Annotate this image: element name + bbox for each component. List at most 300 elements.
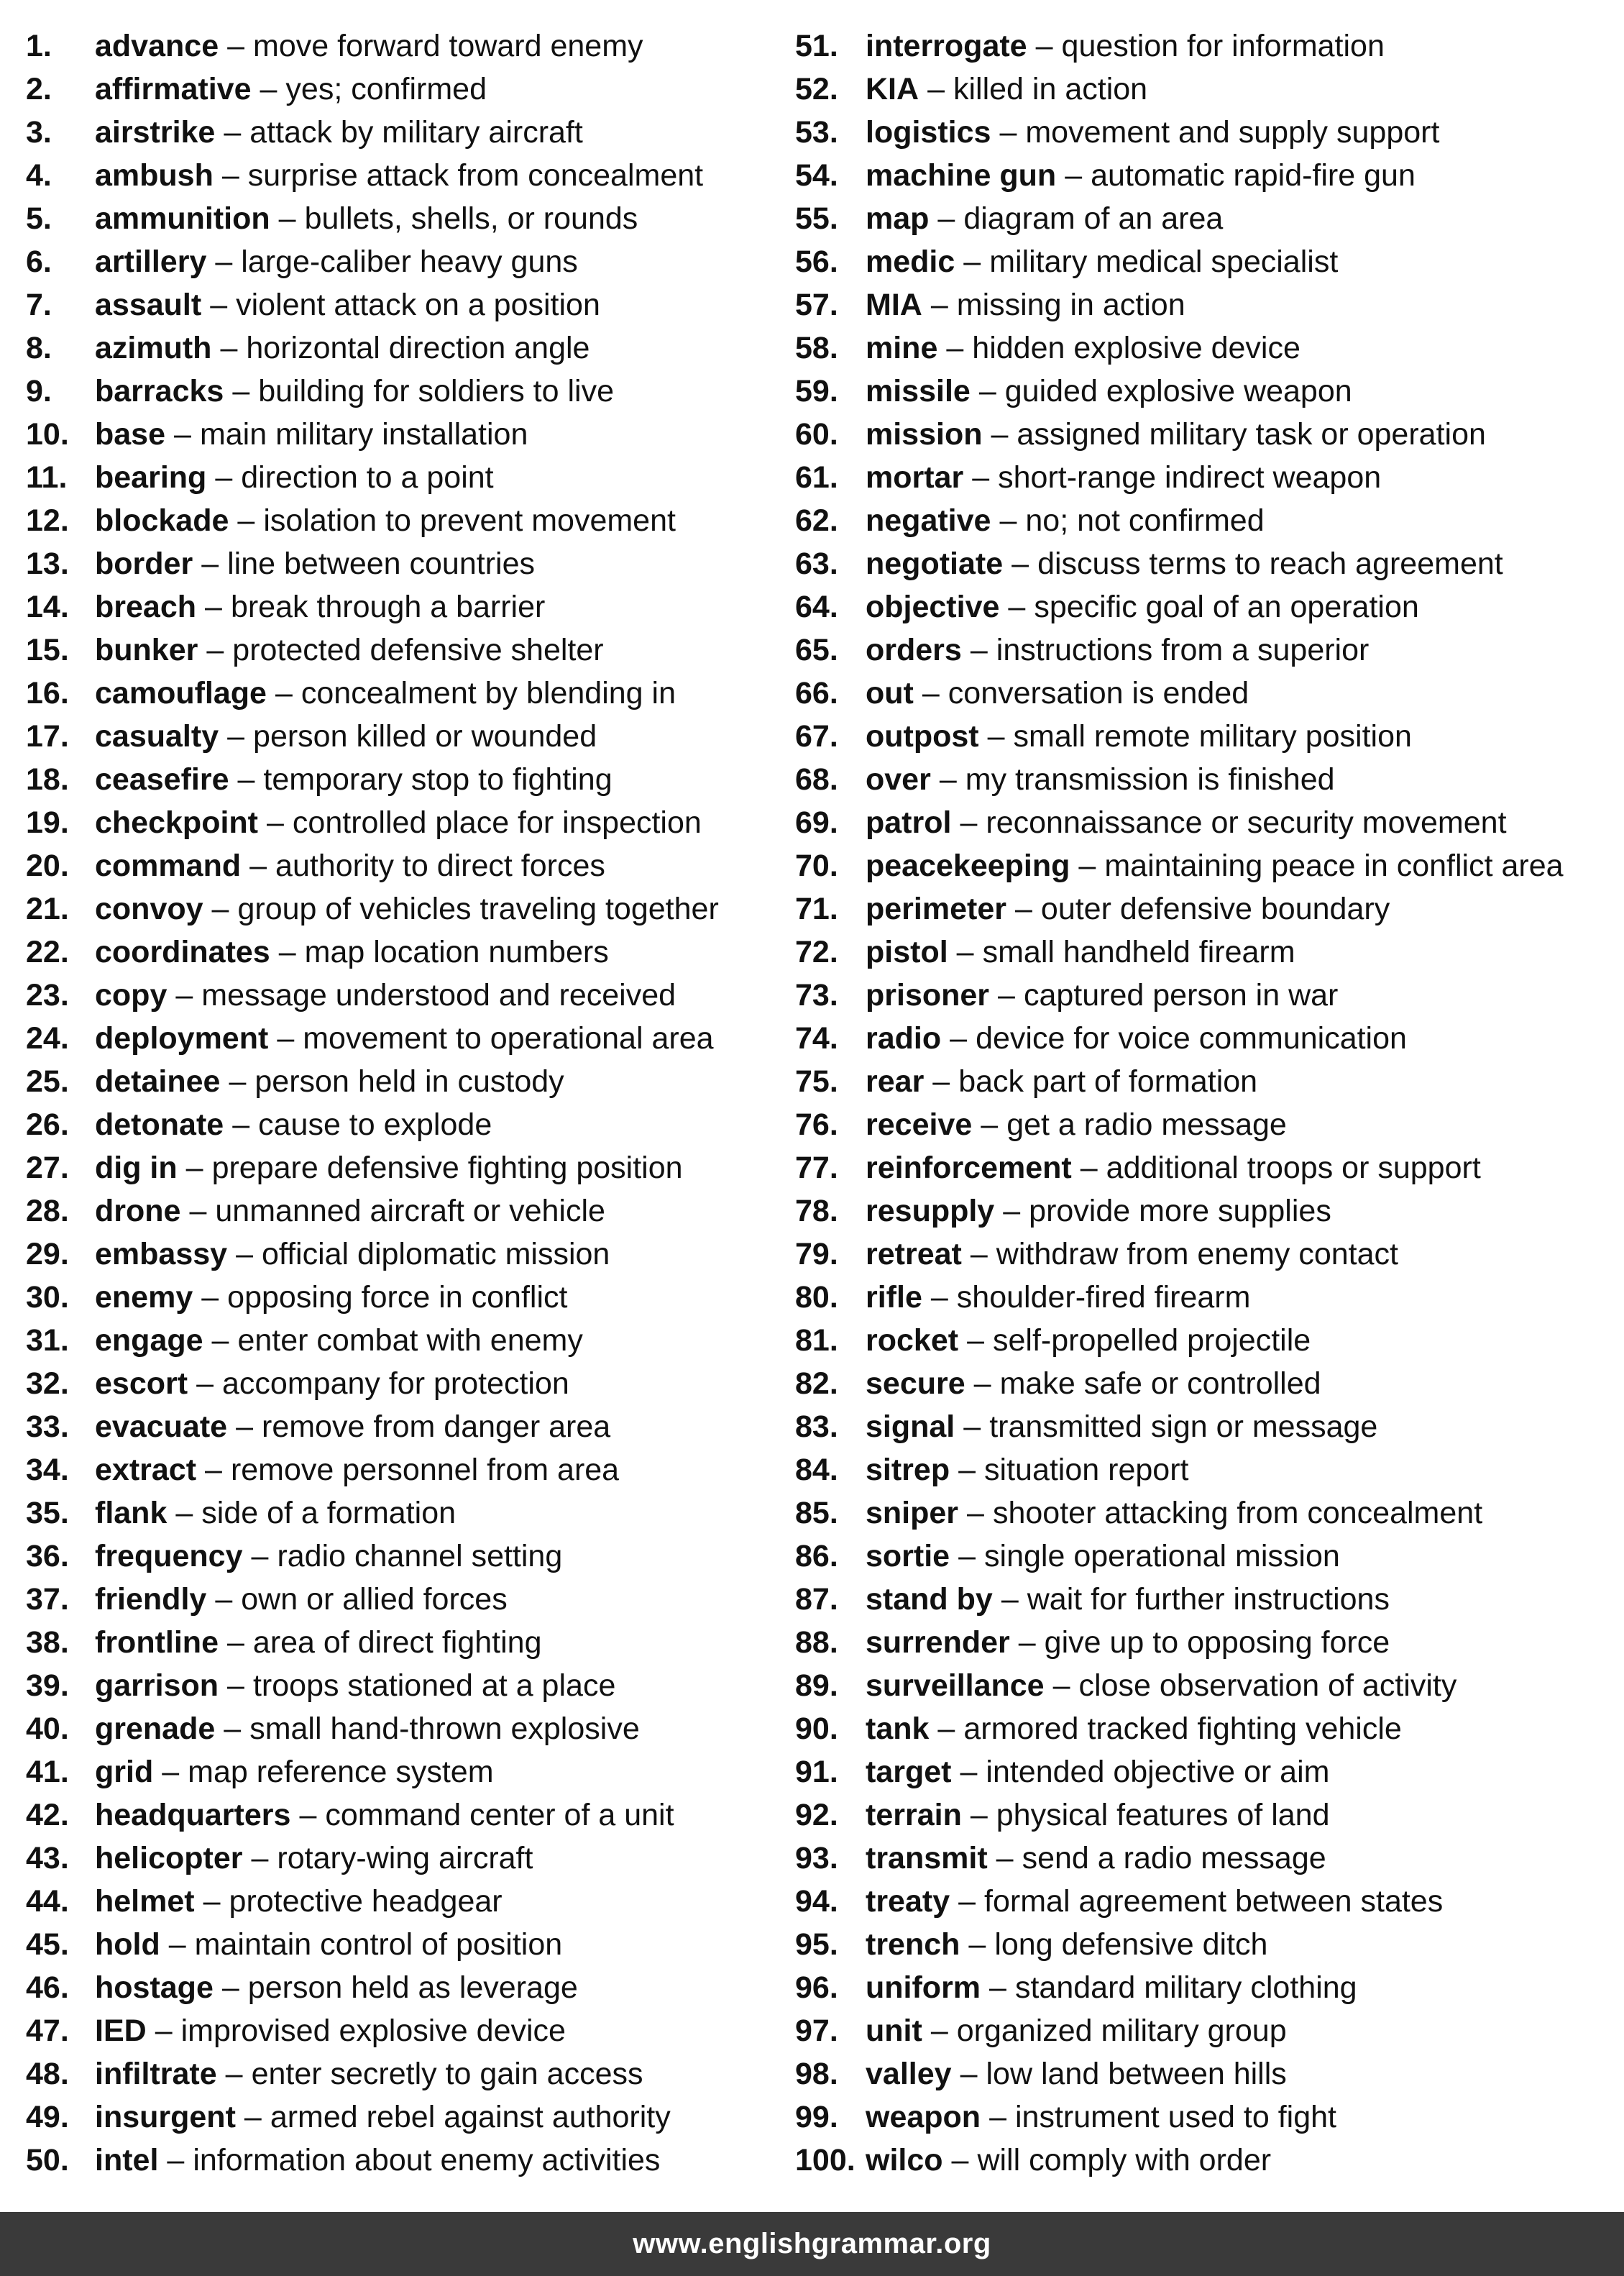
item-number: 83.: [795, 1409, 838, 1444]
list-item: [26, 1276, 788, 1319]
item-number: 32.: [26, 1366, 69, 1401]
list-item: [795, 758, 1622, 801]
item-separator: –: [278, 935, 296, 969]
list-item: [795, 1319, 1622, 1362]
item-definition: radio channel setting: [277, 1539, 563, 1573]
list-item: [26, 801, 788, 844]
list-item: [26, 1578, 788, 1621]
item-separator: –: [972, 460, 990, 495]
item-term: bearing: [95, 460, 207, 495]
item-number: 54.: [795, 158, 838, 193]
list-item: [795, 1707, 1622, 1750]
list-item: [795, 499, 1622, 542]
item-definition: cause to explode: [258, 1107, 492, 1142]
item-definition: isolation to prevent movement: [263, 503, 676, 538]
item-number: 77.: [795, 1151, 838, 1185]
item-term: objective: [866, 590, 1000, 624]
item-definition: formal agreement between states: [984, 1884, 1444, 1919]
list-item: [795, 1405, 1622, 1448]
item-term: missile: [866, 374, 971, 408]
item-definition: move forward toward enemy: [253, 29, 643, 63]
item-number: 74.: [795, 1021, 838, 1056]
item-number: 39.: [26, 1668, 69, 1703]
item-term: hostage: [95, 1970, 214, 2005]
list-item: [795, 2052, 1622, 2096]
item-term: advance: [95, 29, 219, 63]
list-item: [26, 499, 788, 542]
item-term: detonate: [95, 1107, 224, 1142]
item-definition: shooter attacking from concealment: [992, 1496, 1483, 1530]
item-number: 22.: [26, 935, 69, 969]
item-separator: –: [1014, 892, 1032, 926]
item-number: 72.: [795, 935, 838, 969]
item-term: engage: [95, 1323, 203, 1358]
list-item: [795, 1233, 1622, 1276]
item-term: enemy: [95, 1280, 193, 1315]
item-definition: improvised explosive device: [180, 2014, 566, 2048]
list-item: [795, 111, 1622, 154]
item-definition: rotary-wing aircraft: [277, 1841, 533, 1875]
item-separator: –: [937, 1711, 955, 1746]
item-definition: armed rebel against authority: [270, 2100, 671, 2134]
item-definition: outer defensive boundary: [1040, 892, 1390, 926]
item-term: negotiate: [866, 547, 1004, 581]
item-separator: –: [956, 935, 974, 969]
item-term: surrender: [866, 1625, 1010, 1660]
item-term: ceasefire: [95, 762, 229, 797]
list-item: [26, 1319, 788, 1362]
item-definition: additional troops or support: [1106, 1151, 1481, 1185]
item-definition: specific goal of an operation: [1034, 590, 1419, 624]
item-term: rear: [866, 1064, 925, 1099]
item-term: perimeter: [866, 892, 1006, 926]
item-number: 31.: [26, 1323, 69, 1358]
item-definition: yes; confirmed: [285, 72, 487, 106]
list-item: [795, 672, 1622, 715]
item-number: 91.: [795, 1755, 838, 1789]
item-separator: –: [922, 676, 940, 710]
item-separator: –: [224, 115, 242, 150]
item-separator: –: [196, 1366, 214, 1401]
item-definition: no; not confirmed: [1025, 503, 1265, 538]
item-number: 94.: [795, 1884, 838, 1919]
item-separator: –: [206, 633, 224, 667]
item-term: dig in: [95, 1151, 178, 1185]
item-term: target: [866, 1755, 952, 1789]
item-number: 14.: [26, 590, 69, 624]
item-number: 51.: [795, 29, 838, 63]
item-number: 25.: [26, 1064, 69, 1099]
item-number: 24.: [26, 1021, 69, 1056]
item-term: logistics: [866, 115, 991, 150]
item-separator: –: [946, 331, 964, 365]
item-number: 35.: [26, 1496, 69, 1530]
item-separator: –: [963, 1409, 981, 1444]
item-separator: –: [1078, 849, 1096, 883]
item-separator: –: [937, 201, 955, 236]
item-term: treaty: [866, 1884, 950, 1919]
list-item: [26, 456, 788, 499]
item-number: 36.: [26, 1539, 69, 1573]
item-term: grid: [95, 1755, 154, 1789]
list-item: [795, 1966, 1622, 2009]
item-separator: –: [989, 2100, 1006, 2134]
list-item: [26, 585, 788, 629]
item-number: 5.: [26, 201, 52, 236]
item-definition: remove personnel from area: [230, 1453, 620, 1487]
item-definition: missing in action: [956, 288, 1185, 322]
item-number: 42.: [26, 1798, 69, 1832]
item-separator: –: [227, 719, 245, 754]
item-separator: –: [236, 1409, 253, 1444]
item-separator: –: [991, 417, 1009, 452]
list-item: [26, 2096, 788, 2139]
item-term: escort: [95, 1366, 188, 1401]
item-separator: –: [211, 892, 229, 926]
item-term: intel: [95, 2143, 159, 2177]
item-number: 29.: [26, 1237, 69, 1271]
item-number: 19.: [26, 805, 69, 840]
item-definition: killed in action: [953, 72, 1148, 106]
item-definition: intended objective or aim: [986, 1755, 1330, 1789]
item-number: 69.: [795, 805, 838, 840]
item-definition: temporary stop to fighting: [263, 762, 613, 797]
list-item: [795, 1189, 1622, 1233]
list-item: [26, 887, 788, 931]
item-definition: own or allied forces: [241, 1582, 508, 1617]
item-term: KIA: [866, 72, 919, 106]
item-definition: military medical specialist: [989, 244, 1339, 279]
item-separator: –: [1035, 29, 1053, 63]
item-term: map: [866, 201, 930, 236]
item-separator: –: [220, 331, 238, 365]
list-item: [26, 715, 788, 758]
item-term: weapon: [866, 2100, 981, 2134]
list-item: [795, 240, 1622, 283]
item-number: 99.: [795, 2100, 838, 2134]
item-number: 40.: [26, 1711, 69, 1746]
list-item: [26, 1837, 788, 1880]
item-separator: –: [225, 2057, 243, 2091]
item-separator: –: [930, 2014, 948, 2048]
item-separator: –: [251, 1841, 269, 1875]
item-definition: concealment by blending in: [301, 676, 676, 710]
item-number: 13.: [26, 547, 69, 581]
item-definition: reconnaissance or security movement: [986, 805, 1507, 840]
list-item: [26, 1362, 788, 1405]
item-number: 75.: [795, 1064, 838, 1099]
item-term: camouflage: [95, 676, 267, 710]
item-definition: authority to direct forces: [275, 849, 605, 883]
item-definition: direction to a point: [241, 460, 494, 495]
item-term: copy: [95, 978, 168, 1013]
item-definition: assigned military task or operation: [1017, 417, 1486, 452]
item-definition: line between countries: [227, 547, 535, 581]
item-number: 43.: [26, 1841, 69, 1875]
list-item: [26, 629, 788, 672]
item-term: reinforcement: [866, 1151, 1072, 1185]
item-separator: –: [232, 1107, 250, 1142]
list-item: [795, 1448, 1622, 1491]
item-term: frontline: [95, 1625, 219, 1660]
item-number: 34.: [26, 1453, 69, 1487]
item-separator: –: [299, 1798, 317, 1832]
item-separator: –: [960, 805, 978, 840]
item-number: 60.: [795, 417, 838, 452]
item-number: 20.: [26, 849, 69, 883]
item-term: detainee: [95, 1064, 221, 1099]
item-definition: long defensive ditch: [994, 1927, 1268, 1962]
item-number: 100.: [795, 2143, 855, 2177]
list-item: [26, 974, 788, 1017]
item-separator: –: [201, 1280, 219, 1315]
item-definition: instrument used to fight: [1015, 2100, 1336, 2134]
list-item: [795, 154, 1622, 197]
list-item: [795, 1793, 1622, 1837]
item-separator: –: [232, 374, 250, 408]
item-number: 97.: [795, 2014, 838, 2048]
item-separator: –: [1080, 1151, 1098, 1185]
list-item: [26, 1405, 788, 1448]
list-item: [795, 1060, 1622, 1103]
item-number: 33.: [26, 1409, 69, 1444]
item-separator: –: [999, 115, 1017, 150]
list-item: [795, 2096, 1622, 2139]
item-separator: –: [277, 1021, 295, 1056]
item-number: 27.: [26, 1151, 69, 1185]
list-item: [795, 1750, 1622, 1793]
item-definition: map reference system: [188, 1755, 494, 1789]
item-term: surveillance: [866, 1668, 1045, 1703]
item-definition: movement to operational area: [303, 1021, 714, 1056]
item-term: evacuate: [95, 1409, 228, 1444]
item-separator: –: [175, 978, 193, 1013]
item-term: breach: [95, 590, 197, 624]
item-number: 23.: [26, 978, 69, 1013]
item-number: 62.: [795, 503, 838, 538]
list-item: [795, 974, 1622, 1017]
item-definition: message understood and received: [201, 978, 676, 1013]
list-item: [26, 1664, 788, 1707]
item-definition: make safe or controlled: [999, 1366, 1321, 1401]
item-separator: –: [1018, 1625, 1036, 1660]
item-definition: question for information: [1061, 29, 1385, 63]
item-number: 78.: [795, 1194, 838, 1228]
item-term: blockade: [95, 503, 229, 538]
item-term: drone: [95, 1194, 181, 1228]
item-term: flank: [95, 1496, 168, 1530]
item-term: headquarters: [95, 1798, 291, 1832]
item-separator: –: [939, 762, 957, 797]
item-term: IED: [95, 2014, 147, 2048]
item-term: assault: [95, 288, 202, 322]
item-separator: –: [155, 2014, 173, 2048]
list-item: [795, 370, 1622, 413]
item-separator: –: [226, 1625, 244, 1660]
item-separator: –: [989, 1970, 1006, 2005]
list-item: [795, 931, 1622, 974]
list-item: [795, 542, 1622, 585]
item-separator: –: [249, 849, 267, 883]
item-number: 17.: [26, 719, 69, 754]
item-term: border: [95, 547, 193, 581]
item-term: resupply: [866, 1194, 995, 1228]
item-separator: –: [236, 1237, 253, 1271]
item-term: sortie: [866, 1539, 950, 1573]
item-separator: –: [260, 72, 277, 106]
item-definition: maintain control of position: [194, 1927, 563, 1962]
item-separator: –: [950, 1021, 968, 1056]
item-separator: –: [227, 29, 245, 63]
item-definition: provide more supplies: [1029, 1194, 1331, 1228]
item-term: outpost: [866, 719, 979, 754]
item-term: command: [95, 849, 242, 883]
item-separator: –: [267, 805, 284, 840]
item-separator: –: [996, 1841, 1014, 1875]
item-term: MIA: [866, 288, 922, 322]
item-term: trench: [866, 1927, 960, 1962]
item-number: 57.: [795, 288, 838, 322]
list-item: [26, 1923, 788, 1966]
item-term: base: [95, 417, 166, 452]
item-definition: organized military group: [956, 2014, 1287, 2048]
item-definition: building for soldiers to live: [258, 374, 614, 408]
item-definition: surprise attack from concealment: [247, 158, 704, 193]
item-separator: –: [927, 72, 945, 106]
list-item: [26, 283, 788, 326]
item-term: prisoner: [866, 978, 990, 1013]
item-term: casualty: [95, 719, 219, 754]
item-term: mine: [866, 331, 938, 365]
item-separator: –: [215, 1582, 233, 1617]
item-definition: area of direct fighting: [252, 1625, 542, 1660]
item-number: 98.: [795, 2057, 838, 2091]
item-definition: back part of formation: [958, 1064, 1258, 1099]
list-item: [795, 1578, 1622, 1621]
list-item: [26, 111, 788, 154]
item-definition: map location numbers: [304, 935, 609, 969]
item-definition: discuss terms to reach agreement: [1037, 547, 1503, 581]
item-separator: –: [210, 288, 228, 322]
item-number: 63.: [795, 547, 838, 581]
list-item: [795, 1017, 1622, 1060]
item-number: 10.: [26, 417, 69, 452]
list-item: [26, 2139, 788, 2182]
list-item: [795, 1837, 1622, 1880]
item-separator: –: [215, 244, 233, 279]
item-term: tank: [866, 1711, 930, 1746]
item-term: deployment: [95, 1021, 269, 1056]
list-item: [26, 68, 788, 111]
item-separator: –: [251, 1539, 269, 1573]
list-item: [795, 2139, 1622, 2182]
list-item: [26, 1060, 788, 1103]
item-separator: –: [189, 1194, 207, 1228]
item-number: 85.: [795, 1496, 838, 1530]
item-definition: self-propelled projectile: [993, 1323, 1311, 1358]
list-item: [795, 1362, 1622, 1405]
item-number: 49.: [26, 2100, 69, 2134]
item-separator: –: [185, 1151, 203, 1185]
item-number: 1.: [26, 29, 52, 63]
item-separator: –: [963, 244, 981, 279]
item-number: 82.: [795, 1366, 838, 1401]
list-item: [26, 1103, 788, 1146]
item-separator: –: [244, 2100, 262, 2134]
item-term: uniform: [866, 1970, 981, 2005]
item-separator: –: [960, 2057, 978, 2091]
item-separator: –: [1065, 158, 1083, 193]
item-definition: single operational mission: [984, 1539, 1340, 1573]
item-definition: prepare defensive fighting position: [211, 1151, 683, 1185]
item-number: 26.: [26, 1107, 69, 1142]
item-term: pistol: [866, 935, 948, 969]
item-number: 44.: [26, 1884, 69, 1919]
item-term: valley: [866, 2057, 952, 2091]
list-item: [26, 1146, 788, 1189]
left-column: [26, 24, 788, 2182]
item-definition: movement and supply support: [1025, 115, 1440, 150]
item-definition: hidden explosive device: [972, 331, 1300, 365]
item-separator: –: [205, 590, 222, 624]
item-number: 18.: [26, 762, 69, 797]
item-definition: troops stationed at a place: [252, 1668, 616, 1703]
item-number: 21.: [26, 892, 69, 926]
item-separator: –: [162, 1755, 180, 1789]
item-number: 66.: [795, 676, 838, 710]
item-term: mission: [866, 417, 983, 452]
item-separator: –: [951, 2143, 969, 2177]
item-term: orders: [866, 633, 962, 667]
list-item: [26, 758, 788, 801]
item-term: insurgent: [95, 2100, 236, 2134]
item-number: 11.: [26, 460, 68, 495]
item-term: rocket: [866, 1323, 959, 1358]
item-term: extract: [95, 1453, 197, 1487]
item-term: barracks: [95, 374, 224, 408]
item-term: garrison: [95, 1668, 219, 1703]
item-number: 84.: [795, 1453, 838, 1487]
item-definition: controlled place for inspection: [292, 805, 702, 840]
list-item: [795, 844, 1622, 887]
item-term: azimuth: [95, 331, 212, 365]
item-separator: –: [958, 1884, 976, 1919]
item-separator: –: [1001, 1582, 1019, 1617]
item-term: ammunition: [95, 201, 270, 236]
item-definition: opposing force in conflict: [227, 1280, 568, 1315]
item-number: 2.: [26, 72, 52, 106]
item-separator: –: [968, 1927, 986, 1962]
item-number: 73.: [795, 978, 838, 1013]
list-item: [26, 1966, 788, 2009]
item-number: 87.: [795, 1582, 838, 1617]
item-number: 55.: [795, 201, 838, 236]
list-item: [795, 1491, 1622, 1535]
item-term: mortar: [866, 460, 964, 495]
list-item: [26, 326, 788, 370]
list-item: [26, 1017, 788, 1060]
item-number: 37.: [26, 1582, 69, 1617]
item-separator: –: [215, 460, 233, 495]
item-separator: –: [224, 1711, 242, 1746]
item-definition: remove from danger area: [262, 1409, 611, 1444]
item-term: sitrep: [866, 1453, 950, 1487]
item-definition: side of a formation: [201, 1496, 457, 1530]
list-item: [26, 1233, 788, 1276]
footer-url[interactable]: www.englishgrammar.org: [633, 2228, 991, 2259]
item-definition: close observation of activity: [1078, 1668, 1457, 1703]
item-term: unit: [866, 2014, 922, 2048]
